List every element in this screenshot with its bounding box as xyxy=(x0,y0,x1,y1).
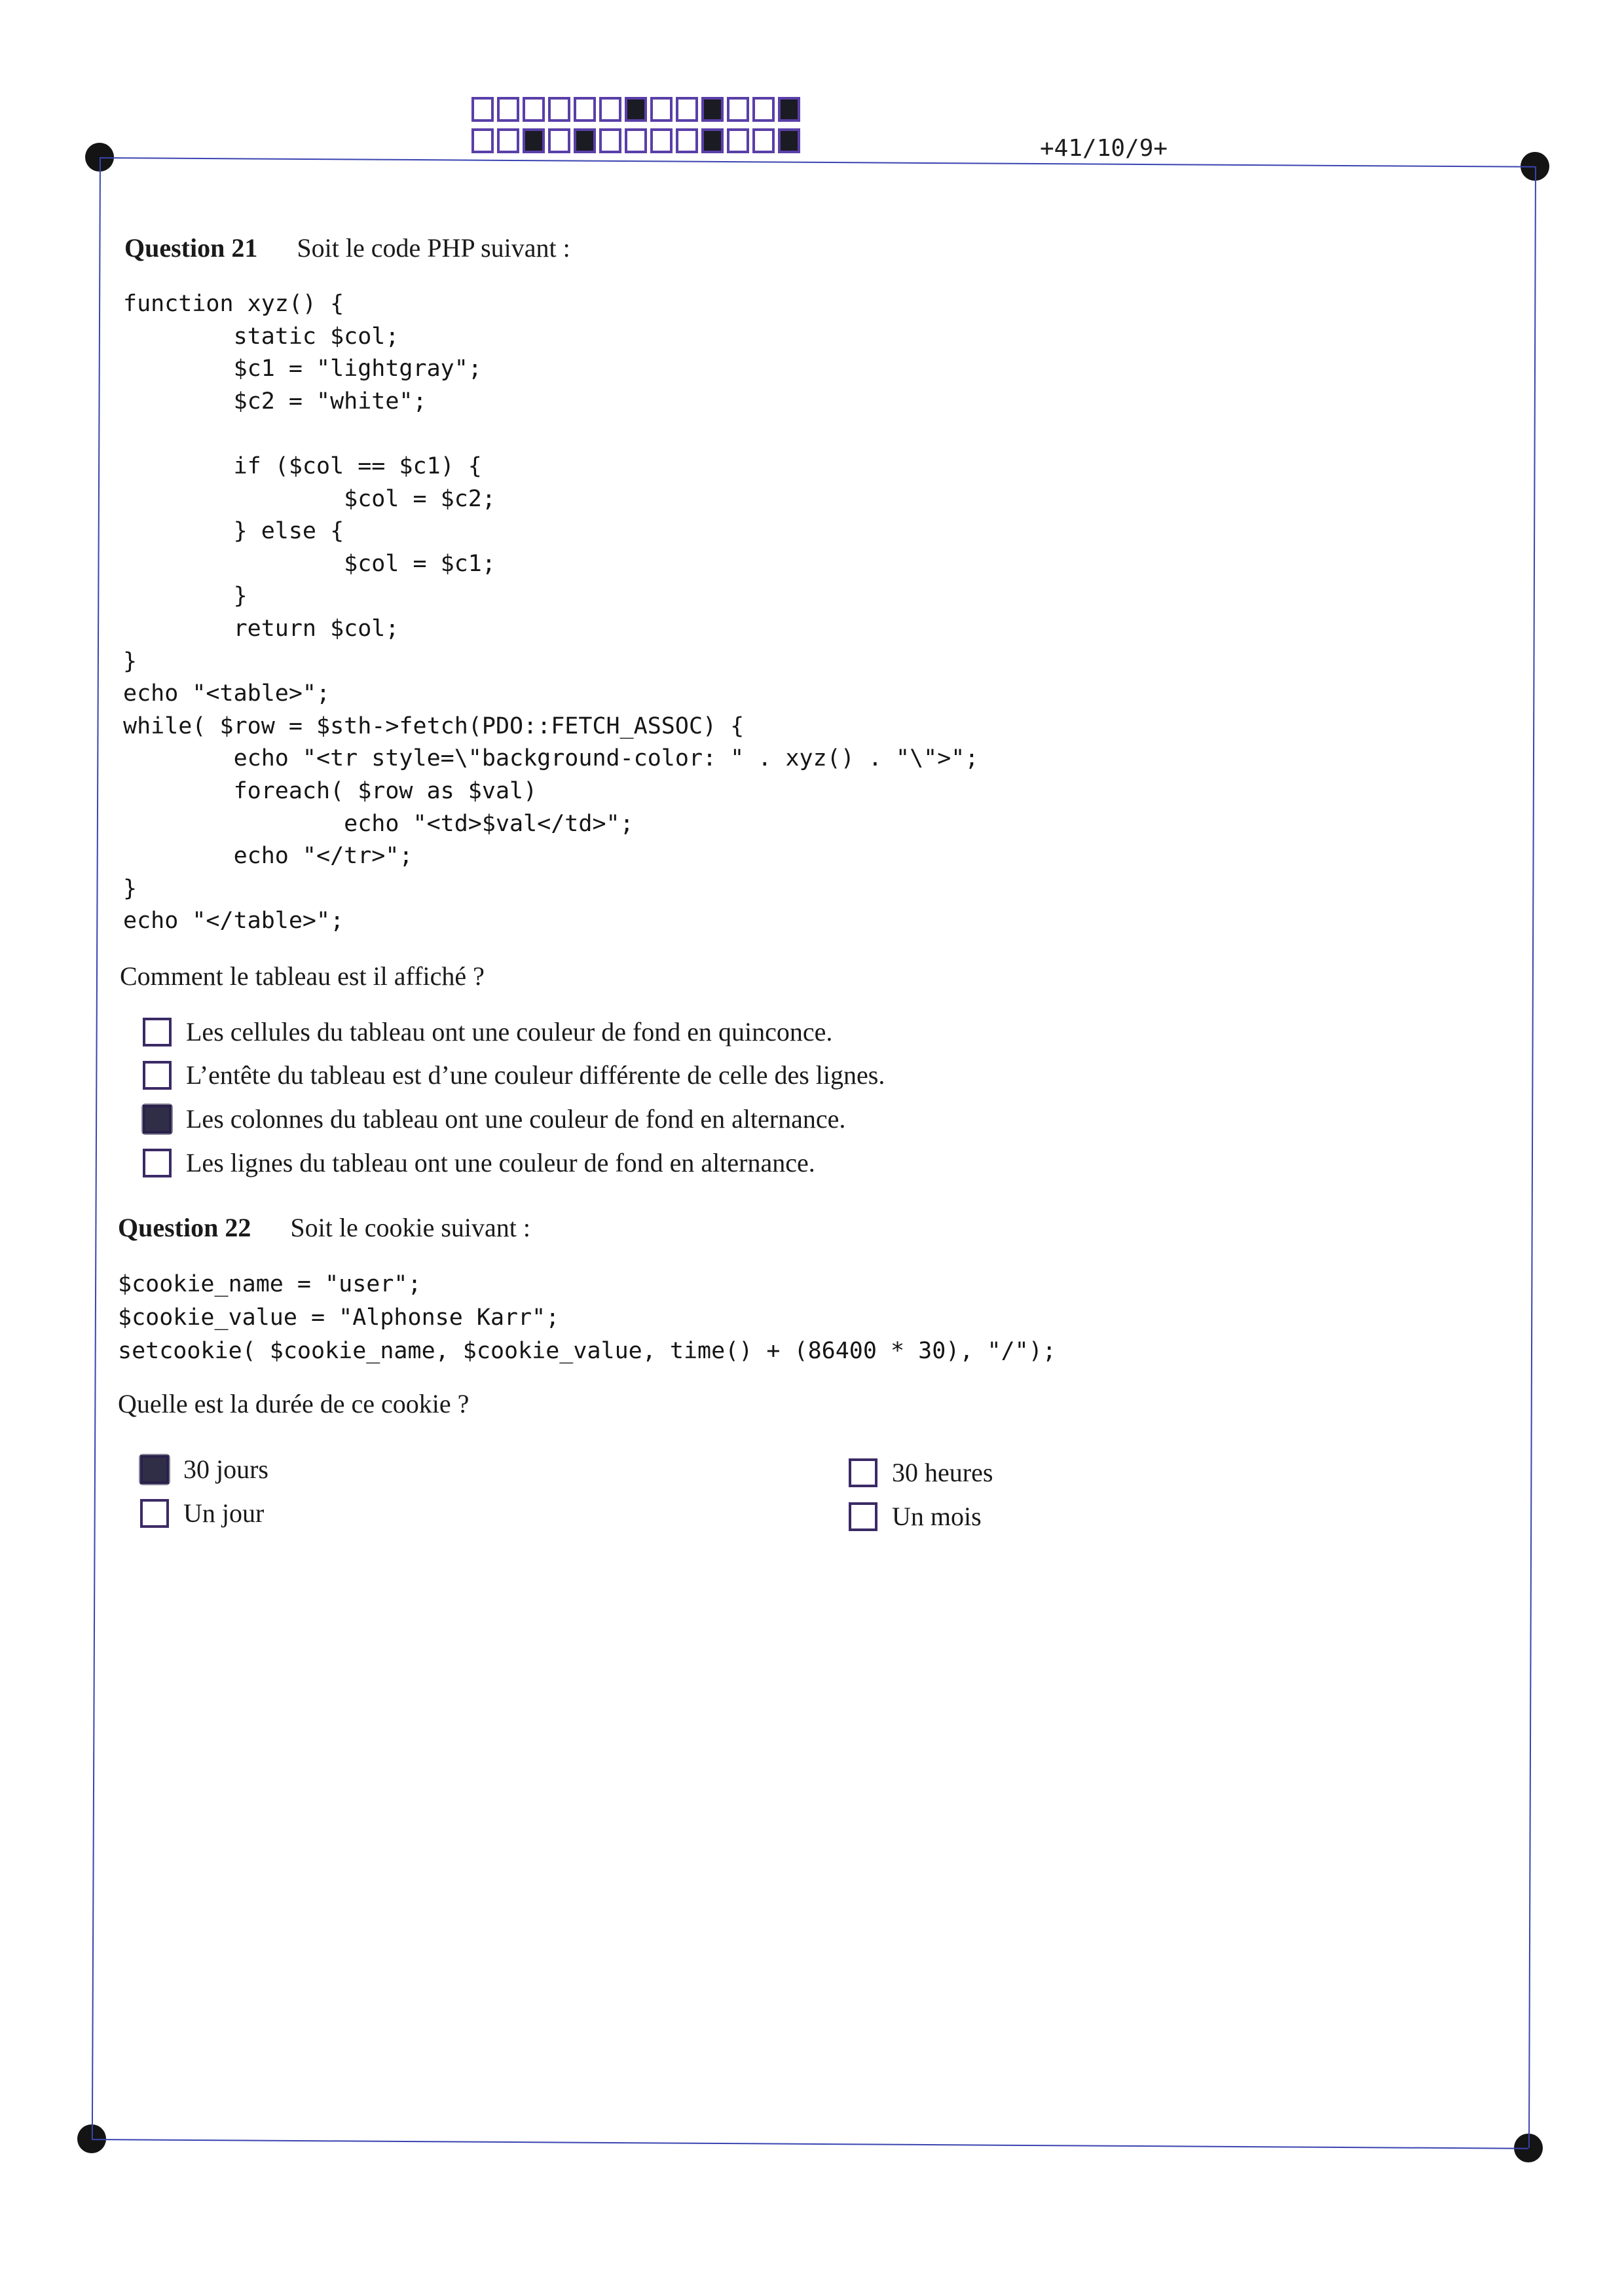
barcode-row-1 xyxy=(471,97,803,122)
frame-left-line xyxy=(92,157,101,2139)
barcode-cell xyxy=(471,97,494,122)
barcode-cell xyxy=(599,128,621,153)
php-code-block: function xyz() { static $col; $c1 = "lightgray"; $c2 = "white"; if ($col == $c1) { $col = $c2; } else { $col = $c1; } return $col; } echo "<table>"; while( $row = $sth->fetch(PDO::FETCH_ASSOC) { echo "<tr style=\"background-color: " . xyz() . "\">"; foreach( $row as $val) echo "<td>$val</td>"; echo "</tr>"; } echo "</table>"; xyxy=(123,291,979,935)
choice-label: Un jour xyxy=(183,1498,265,1528)
question-22-prompt: Quelle est la durée de ce cookie ? xyxy=(118,1389,470,1418)
barcode-cell xyxy=(548,97,570,122)
choice-label: Les lignes du tableau ont une couleur de fond en alternance. xyxy=(186,1148,815,1177)
barcode-cell xyxy=(701,97,724,122)
barcode-cell xyxy=(574,97,596,122)
q21-choice-4[interactable] xyxy=(143,1147,815,1178)
checkbox[interactable] xyxy=(849,1502,877,1531)
q21-choice-2[interactable] xyxy=(143,1060,885,1090)
barcode-cell xyxy=(727,97,749,122)
choice-label: Les colonnes du tableau ont une couleur de fond en alternance. xyxy=(186,1104,846,1134)
barcode-cell xyxy=(574,128,596,153)
question-intro: Soit le cookie suivant : xyxy=(290,1213,530,1242)
checkbox[interactable] xyxy=(143,1018,172,1046)
barcode-cell xyxy=(497,128,519,153)
question-intro: Soit le code PHP suivant : xyxy=(297,233,570,263)
barcode-cell xyxy=(676,97,698,122)
checkbox[interactable] xyxy=(849,1458,877,1487)
checkbox-checked[interactable] xyxy=(140,1455,169,1484)
choice-label: 30 jours xyxy=(183,1454,268,1484)
frame-bottom-line xyxy=(92,2139,1528,2149)
barcode-cell xyxy=(778,97,800,122)
barcode-row-2 xyxy=(471,128,803,153)
q22-choice-30-heures[interactable] xyxy=(849,1457,993,1488)
page-identifier: +41/10/9+ xyxy=(1040,135,1168,162)
question-21-prompt: Comment le tableau est il affiché ? xyxy=(120,961,485,991)
q21-choice-1[interactable] xyxy=(143,1016,832,1047)
frame-right-line xyxy=(1528,166,1536,2148)
barcode-cell xyxy=(548,128,570,153)
barcode-cell xyxy=(752,97,775,122)
frame-top-line xyxy=(100,157,1535,168)
barcode-cell xyxy=(523,128,545,153)
barcode-cell xyxy=(650,128,673,153)
barcode-cell xyxy=(676,128,698,153)
choice-label: Un mois xyxy=(892,1502,982,1531)
barcode-cell xyxy=(701,128,724,153)
barcode-cell xyxy=(599,97,621,122)
checkbox-checked[interactable] xyxy=(143,1105,172,1134)
question-number: Question 22 xyxy=(118,1213,251,1242)
q22-choice-un-mois[interactable] xyxy=(849,1501,982,1532)
barcode-cell xyxy=(650,97,673,122)
barcode-cell xyxy=(497,97,519,122)
barcode-cell xyxy=(752,128,775,153)
choice-label: Les cellules du tableau ont une couleur de fond en quinconce. xyxy=(186,1017,833,1046)
q22-choice-un-jour[interactable] xyxy=(140,1498,264,1528)
choice-label: L’entête du tableau est d’une couleur différente de celle des lignes. xyxy=(186,1060,885,1090)
barcode-cell xyxy=(778,128,800,153)
question-number: Question 21 xyxy=(124,233,258,263)
barcode-cell xyxy=(471,128,494,153)
checkbox[interactable] xyxy=(140,1499,169,1528)
question-22-heading xyxy=(118,1212,530,1243)
barcode-cell xyxy=(625,97,647,122)
choice-label: 30 heures xyxy=(892,1458,993,1487)
checkbox[interactable] xyxy=(143,1061,172,1090)
q21-choice-3[interactable] xyxy=(143,1103,845,1134)
q22-choice-30-jours[interactable] xyxy=(140,1454,268,1485)
cookie-code-block: $cookie_name = "user"; $cookie_value = "Alphonse Karr"; setcookie( $cookie_name, $cookie_value, time() + (86400 * 30), "/"); xyxy=(118,1271,1056,1364)
barcode-cell xyxy=(625,128,647,153)
question-21-heading xyxy=(124,232,570,263)
barcode-cell xyxy=(523,97,545,122)
barcode-cell xyxy=(727,128,749,153)
checkbox[interactable] xyxy=(143,1149,172,1177)
